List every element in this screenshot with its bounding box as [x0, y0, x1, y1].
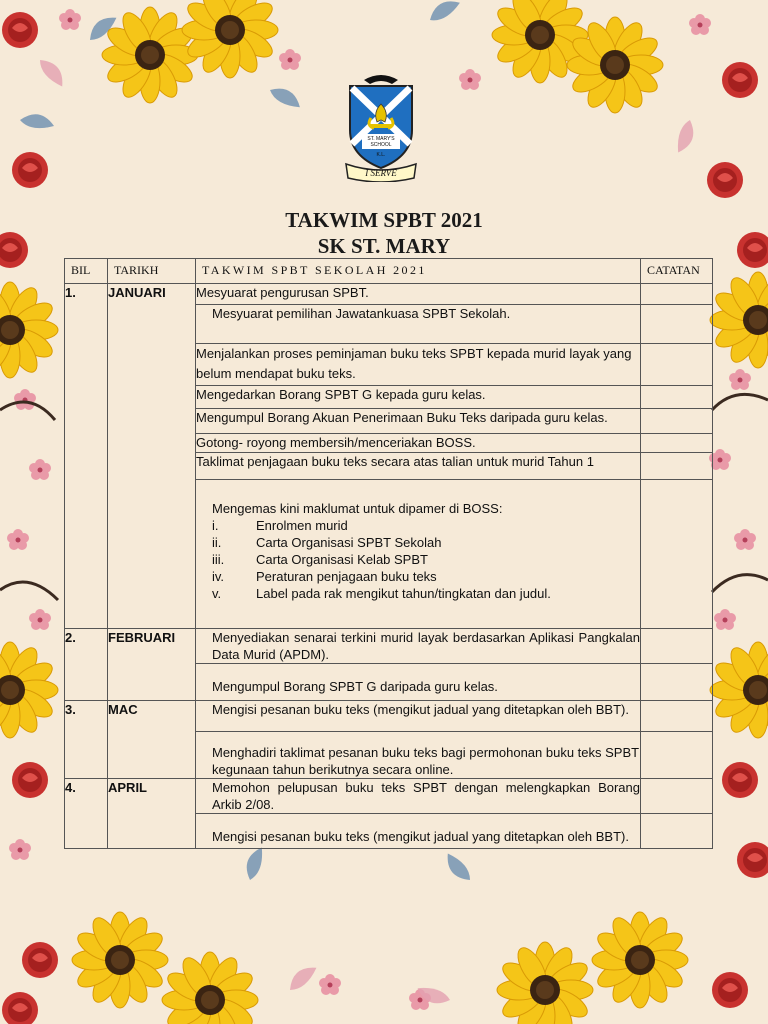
bil-cell: 2. [65, 629, 108, 701]
catatan-cell [641, 453, 713, 480]
list-item [212, 534, 640, 551]
tarikh-cell: JANUARI [108, 284, 196, 629]
catatan-cell [641, 344, 713, 386]
crest-place: K.L. [376, 152, 386, 158]
catatan-cell [641, 701, 713, 732]
catatan-cell [641, 779, 713, 814]
tarikh-cell: APRIL [108, 779, 196, 849]
catatan-cell [641, 814, 713, 849]
list-item-text: Enrolmen murid [256, 518, 348, 533]
catatan-cell [641, 732, 713, 779]
list-item [212, 517, 640, 534]
activity-cell: Menjalankan proses peminjaman buku teks SPBT kepada murid layak yang belum mendapat buku teks. [196, 344, 641, 386]
activity-cell: Mengumpul Borang Akuan Penerimaan Buku Teks daripada guru kelas. [196, 409, 641, 434]
list-item [212, 585, 640, 602]
crest-school-word: SCHOOL [370, 142, 392, 148]
activity-cell: Mengedarkan Borang SPBT G kepada guru kelas. [196, 386, 641, 409]
header-bil: BIL [65, 259, 108, 284]
activity-cell: Taklimat penjagaan buku teks secara atas talian untuk murid Tahun 1 [196, 453, 641, 480]
list-item-text: Carta Organisasi SPBT Sekolah [256, 535, 442, 550]
activity-cell: Mengumpul Borang SPBT G daripada guru kelas. [196, 664, 641, 701]
page-title: TAKWIM SPBT 2021 [285, 208, 483, 232]
list-item [212, 551, 640, 568]
header-takwim: TAKWIM SPBT SEKOLAH 2021 [196, 259, 641, 284]
list-item [212, 568, 640, 585]
activity-cell: Menghadiri taklimat pesanan buku teks bagi permohonan buku teks SPBT kegunaan tahun berikutnya secara online. [196, 732, 641, 779]
activity-cell: Menyediakan senarai terkini murid layak berdasarkan Aplikasi Pangkalan Data Murid (APDM). [196, 629, 641, 664]
catatan-cell [641, 629, 713, 664]
catatan-cell [641, 386, 713, 409]
table-header-row [65, 259, 713, 284]
table-row [65, 629, 713, 664]
header-tarikh: TARIKH [108, 259, 196, 284]
activity-cell: Mesyuarat pengurusan SPBT. [196, 284, 641, 305]
activity-cell: Memohon pelupusan buku teks SPBT dengan melengkapkan Borang Arkib 2/08. [196, 779, 641, 814]
list-item-number: iv. [212, 569, 225, 584]
catatan-cell [641, 284, 713, 305]
catatan-cell [641, 480, 713, 629]
catatan-cell [641, 409, 713, 434]
catatan-cell [641, 664, 713, 701]
info-list [212, 517, 640, 602]
activity-cell: Gotong- royong membersih/menceriakan BOSS. [196, 434, 641, 453]
list-item-text: Carta Organisasi Kelab SPBT [256, 552, 428, 567]
activity-cell: Mesyuarat pemilihan Jawatankuasa SPBT Sekolah. [196, 305, 641, 344]
activity-heading: Mengemas kini maklumat untuk dipamer di BOSS: [212, 501, 503, 516]
activity-cell: Mengisi pesanan buku teks (mengikut jadual yang ditetapkan oleh BBT). [196, 814, 641, 849]
catatan-cell [641, 434, 713, 453]
table-row [65, 284, 713, 305]
activity-cell [196, 480, 641, 629]
crest-motto: I SERVE [365, 168, 397, 178]
table-row [65, 701, 713, 732]
list-item-number: ii. [212, 535, 222, 550]
takwim-table [64, 258, 713, 849]
tarikh-cell: MAC [108, 701, 196, 779]
list-item-text: Peraturan penjagaan buku teks [256, 569, 437, 584]
list-item-number: i. [212, 518, 219, 533]
bil-cell: 4. [65, 779, 108, 849]
table-row [65, 779, 713, 814]
catatan-cell [641, 305, 713, 344]
school-crest-logo [342, 70, 420, 182]
list-item-number: v. [212, 586, 222, 601]
tarikh-cell: FEBRUARI [108, 629, 196, 701]
activity-cell: Mengisi pesanan buku teks (mengikut jadual yang ditetapkan oleh BBT). [196, 701, 641, 732]
crest-school-name: ST. MARY'S [367, 136, 395, 142]
bil-cell: 1. [65, 284, 108, 629]
list-item-text: Label pada rak mengikut tahun/tingkatan dan judul. [256, 586, 551, 601]
list-item-number: iii. [212, 552, 225, 567]
header-catatan: CATATAN [641, 259, 713, 284]
page-subtitle: SK ST. MARY [317, 234, 451, 258]
bil-cell: 3. [65, 701, 108, 779]
